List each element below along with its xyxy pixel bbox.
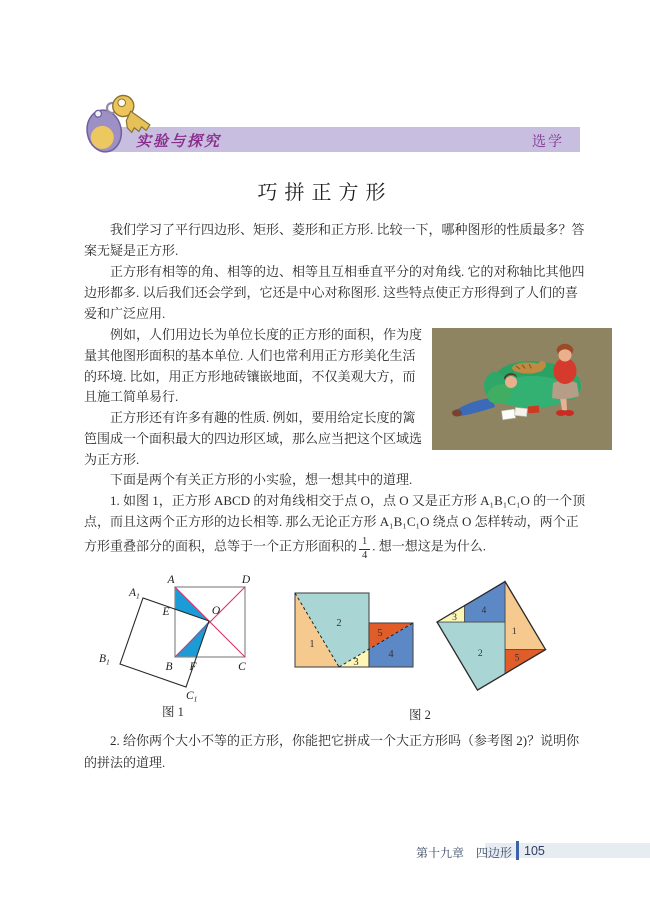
piece-label-4: 4 (388, 649, 394, 660)
paragraph-line: 笆围成一个面积最大的四边形区域，那么应当把这个区域选 (84, 431, 423, 446)
piece-label-5: 5 (514, 652, 520, 664)
piece-label-4: 4 (481, 604, 487, 616)
footer-page-number: 105 (524, 844, 545, 858)
piece-label-1: 1 (309, 639, 315, 650)
vertex-label-F: F (189, 661, 197, 673)
vertex-label-B1: $B_1$ (99, 653, 110, 667)
footer-chapter: 第十九章 (415, 846, 464, 860)
paragraph-line: 正方形有相等的角、相等的边、相等且互相垂直平分的对角线. 它的对称轴比其他四 (110, 264, 585, 279)
page-title: 巧拼正方形 (257, 182, 393, 204)
fraction-line-post: . 想一想这是为什么. (372, 538, 487, 554)
paragraph-line: 下面是两个有关正方形的小实验，想一想其中的道理. (110, 472, 413, 487)
figure2-left-dissection (295, 593, 413, 668)
paragraph-line: 1. 如图 1，正方形 ABCD 的对角线相交于点 O，点 O 又是正方形 A₁B₁C₁O 的一个顶 (110, 493, 586, 508)
paragraph-line: 案无疑是正方形. (84, 243, 179, 258)
section-banner (100, 127, 580, 152)
paragraph-line: 我们学习了平行四边形、矩形、菱形和正方形. 比较一下，哪种图形的性质最多？答 (110, 222, 585, 237)
vertex-label-O: O (211, 605, 221, 617)
paragraph-line: 量其他图形面积的基本单位. 人们也常利用正方形美化生活 (84, 348, 416, 363)
paragraph-line: 的环境. 比如，用正方形地砖镶嵌地面，不仅美观大方，而 (84, 369, 416, 384)
paragraph-line: 且施工简单易行. (84, 389, 179, 404)
key-icon (78, 84, 156, 162)
paragraph-line: 正方形还有许多有趣的性质. 例如，要用给定长度的篱 (110, 410, 416, 425)
fraction-one-quarter (359, 537, 370, 561)
paragraph-line: 边形都多. 以后我们还会学到，它还是中心对称图形. 这些特点使正方形得到了人们的喜 (84, 285, 579, 300)
figure2-two-squares-dissection-diagram (290, 570, 556, 705)
paragraph-line: 2. 给你两个大小不等的正方形，你能把它拼成一个大正方形吗（参考图 2)？说明你 (110, 733, 580, 748)
piece-label-2: 2 (336, 618, 342, 629)
vertex-label-A: A (167, 574, 175, 586)
figure1-rotating-square-diagram (95, 570, 285, 705)
vertex-label-C: C (238, 661, 246, 673)
vertex-label-D: D (241, 574, 251, 586)
fraction-line-pre: 方形重叠部分的面积，总等于一个正方形面积的 (84, 538, 358, 554)
piece-label-3: 3 (452, 612, 457, 624)
piece-label-3: 3 (353, 657, 359, 668)
figure2-assembled-square (437, 582, 546, 691)
piece-label-1: 1 (511, 625, 517, 637)
footer-accent-bar (516, 841, 519, 860)
piece-label-2: 2 (477, 648, 483, 660)
paragraph-line: 爱和广泛应用. (84, 306, 166, 321)
fraction-numerator: 1 (359, 537, 370, 550)
fraction-denominator: 4 (362, 549, 368, 561)
paragraph-line: 的拼法的道理. (84, 755, 166, 770)
figure2-caption: 图 2 (409, 708, 431, 722)
paragraph-line: 点，而且这两个正方形的边长相等. 那么无论正方形 A₁B₁C₁O 绕点 O 怎样转动，两个正 (84, 514, 579, 529)
paragraph-line-with-fraction (84, 537, 486, 561)
section-banner-title: 实验与探究 (136, 133, 222, 150)
figure1-caption: 图 1 (162, 705, 184, 719)
paragraph-line: 为正方形. (84, 452, 140, 467)
piece-label-5: 5 (377, 628, 383, 639)
vertex-label-E: E (162, 606, 170, 618)
paragraph-line: 例如，人们用边长为单位长度的正方形的面积，作为度 (110, 327, 423, 342)
vertex-label-C1: $C_1$ (186, 690, 198, 704)
vertex-label-A1: $A_1$ (129, 587, 140, 601)
vertex-label-B: B (165, 661, 173, 673)
footer-chapter-section (416, 844, 512, 861)
section-banner-tag: 选学 (532, 135, 564, 150)
footer-section: 四边形 (475, 846, 512, 860)
photo-clay-figures-on-tiled-floor (432, 328, 612, 450)
